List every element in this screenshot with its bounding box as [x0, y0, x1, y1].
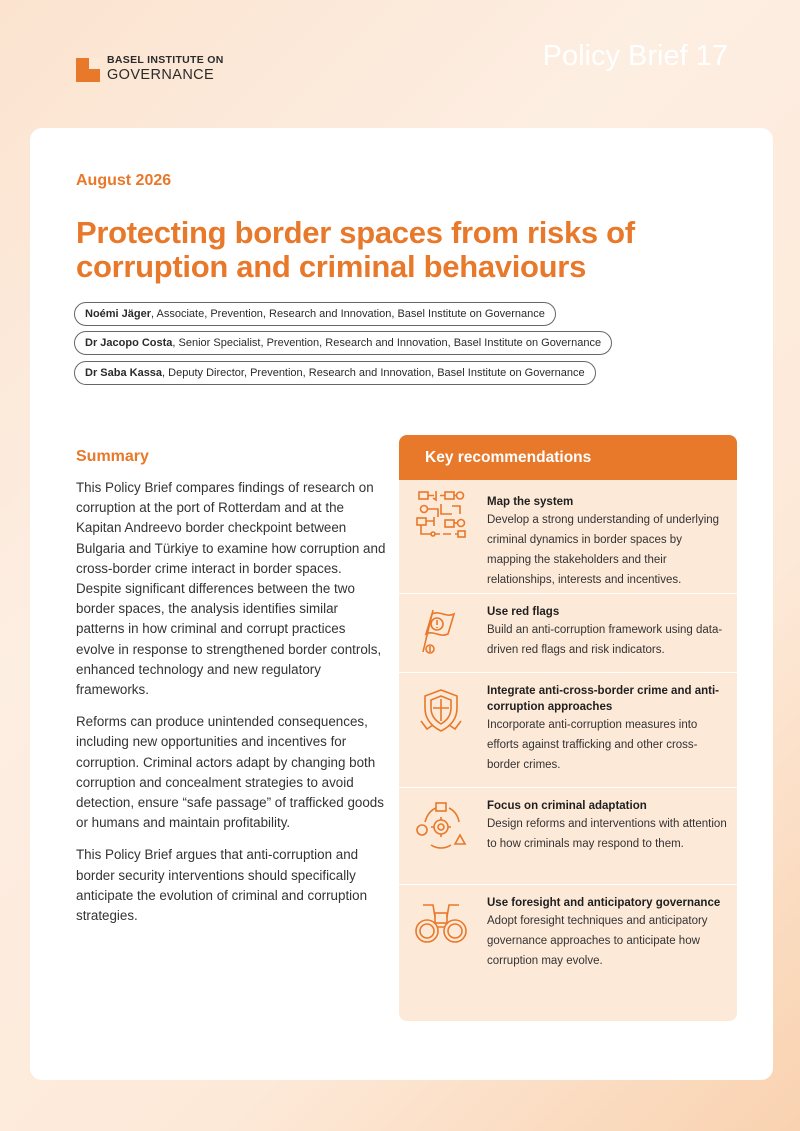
- recommendation-title: Use red flags: [487, 606, 560, 618]
- series-label: Policy Brief 17: [542, 40, 728, 72]
- content-card: [30, 128, 773, 1080]
- page-title: Protecting border spaces from risks of corruption and criminal behaviours: [76, 215, 635, 284]
- logo-mark-icon: [76, 58, 100, 82]
- recommendation-title: Integrate anti-cross-border crime and anti-corruption approaches: [487, 685, 719, 713]
- recommendation-description: Build an anti-corruption framework using data-driven red flags and risk indicators.: [487, 624, 723, 656]
- recommendation-description: Develop a strong understanding of underlying criminal dynamics in border spaces by mapping the stakeholders and their relationships, interests and incentives.: [487, 514, 720, 586]
- flowchart-icon: [413, 490, 469, 540]
- shield-icon: [413, 687, 469, 737]
- recommendation-item: [399, 673, 737, 788]
- key-recommendations-heading: Key recommendations: [399, 435, 737, 480]
- recommendation-description: Adopt foresight techniques and anticipatory governance approaches to anticipate how corruption may evolve.: [487, 915, 708, 967]
- author-tag: [74, 302, 556, 326]
- recommendation-item: [399, 480, 737, 594]
- recommendation-item: [399, 788, 737, 885]
- recommendation-item: [399, 885, 737, 1021]
- author-tag: [74, 361, 596, 385]
- author-role: , Senior Specialist, Prevention, Research and Innovation, Basel Institute on Governance: [172, 337, 602, 349]
- red-flag-icon: [413, 606, 469, 656]
- summary-paragraph: This Policy Brief argues that anti-corruption and border security interventions should specifically anticipate the evolution of criminal and corruption strategies.: [76, 847, 368, 924]
- recommendation-title: Map the system: [487, 496, 574, 508]
- adaptation-cycle-icon: [413, 802, 469, 852]
- summary-heading: Summary: [76, 448, 149, 465]
- key-recommendations-panel: [399, 435, 737, 1021]
- author-role: , Deputy Director, Prevention, Research and Innovation, Basel Institute on Governance: [162, 367, 585, 379]
- author-name: Noémi Jäger: [85, 308, 152, 320]
- recommendation-title: Use foresight and anticipatory governance: [487, 897, 721, 909]
- recommendation-description: Incorporate anti-corruption measures into efforts against trafficking and other cross-border crimes.: [487, 719, 698, 771]
- publication-date: August 2026: [76, 172, 172, 189]
- logo-line1: BASEL INSTITUTE ON: [107, 54, 224, 66]
- author-name: Dr Jacopo Costa: [85, 337, 173, 349]
- logo-line2: GOVERNANCE: [107, 66, 215, 83]
- author-role: , Associate, Prevention, Research and Innovation, Basel Institute on Governance: [151, 308, 545, 320]
- summary-paragraph: Reforms can produce unintended consequences, including new opportunities and incentives for corruption. Criminal actors adapt by changing both corruption and concealment strategies to avoid detection, ensure “safe passage” of trafficked goods or humans and maintain profitability.: [76, 714, 384, 831]
- summary-body: [76, 478, 386, 938]
- recommendation-item: [399, 594, 737, 673]
- author-tag: [74, 331, 612, 355]
- author-name: Dr Saba Kassa: [85, 367, 163, 379]
- binoculars-icon: [413, 899, 469, 949]
- summary-paragraph: This Policy Brief compares findings of research on corruption at the port of Rotterdam and at the Kapitan Andreevo border checkpoint between Bulgaria and Türkiye to examine how corruption and cross-border crime interact in border spaces. Despite significant differences between the two border spaces, the analysis identifies similar patterns in how criminal and corrupt practices evolve in response to strengthened border controls, enhanced technology and new regulatory frameworks.: [76, 480, 386, 698]
- basel-institute-logo: [76, 55, 224, 82]
- recommendation-title: Focus on criminal adaptation: [487, 800, 647, 812]
- recommendation-description: Design reforms and interventions with attention to how criminals may respond to them.: [487, 818, 727, 850]
